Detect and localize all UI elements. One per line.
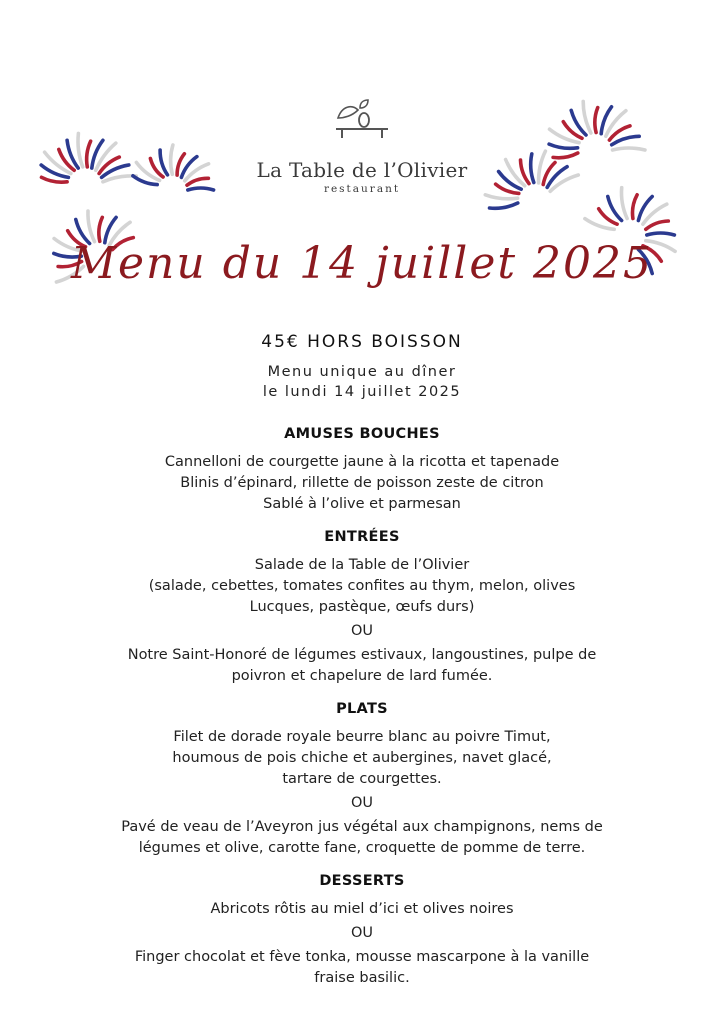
or-separator: OU bbox=[350, 795, 374, 811]
firework-burst-icon bbox=[549, 101, 645, 157]
menu-item: Finger chocolat et fève tonka, mousse mascarpone à la vanille bbox=[134, 949, 590, 965]
menu-item: Notre Saint-Honoré de légumes estivaux, langoustines, pulpe de bbox=[127, 647, 597, 663]
or-separator: OU bbox=[350, 623, 374, 639]
menu-item: Abricots rôtis au miel d’ici et olives noires bbox=[210, 901, 514, 917]
firework-ray bbox=[632, 195, 637, 219]
olive-table-logo-icon bbox=[330, 98, 394, 146]
section-title-amuses: AMUSES BOUCHES bbox=[284, 426, 440, 442]
menu-item: houmous de pois chiche et aubergines, navet glacé, bbox=[172, 750, 552, 766]
menu-item: tartare de courgettes. bbox=[282, 771, 442, 787]
firework-ray bbox=[485, 195, 517, 199]
menu-item: Blinis d’épinard, rillette de poisson zeste de citron bbox=[180, 475, 544, 491]
menu-item: Filet de dorade royale beurre blanc au poivre Timut, bbox=[173, 729, 551, 745]
section-title-desserts: DESSERTS bbox=[319, 873, 405, 889]
menu-item: Pavé de veau de l’Aveyron jus végétal aux champignons, nems de bbox=[121, 819, 603, 835]
firework-ray bbox=[549, 144, 578, 148]
firework-ray bbox=[595, 108, 598, 133]
menu-item: légumes et olive, carotte fane, croquette de pomme de terre. bbox=[138, 840, 586, 856]
firework-ray bbox=[646, 221, 669, 229]
restaurant-name: La Table de l’Olivier bbox=[256, 158, 468, 182]
menu-item: (salade, cebettes, tomates confites au thym, melon, olives bbox=[148, 578, 576, 594]
firework-ray bbox=[88, 211, 95, 242]
firework-ray bbox=[608, 197, 622, 221]
menu-item: Lucques, pastèque, œufs durs) bbox=[249, 599, 475, 615]
intro-line: le lundi 14 juillet 2025 bbox=[262, 384, 462, 400]
menu-item: Salade de la Table de l’Olivier bbox=[254, 557, 470, 573]
firework-ray bbox=[583, 101, 591, 133]
section-title-plats: PLATS bbox=[336, 701, 388, 717]
firework-ray bbox=[613, 148, 646, 150]
menu-item: poivron et chapelure de lard fumée. bbox=[231, 668, 493, 684]
intro-line: Menu unique au dîner bbox=[267, 364, 457, 380]
firework-ray bbox=[490, 203, 518, 208]
menu-item: Cannelloni de courgette jaune à la ricotta et tapenade bbox=[164, 454, 560, 470]
menu-body bbox=[90, 424, 634, 989]
or-separator: OU bbox=[350, 925, 374, 941]
menu-headline: Menu du 14 juillet 2025 bbox=[70, 238, 654, 289]
restaurant-subtitle: restaurant bbox=[323, 183, 401, 195]
section-title-entrees: ENTRÉES bbox=[324, 529, 400, 545]
firework-ray bbox=[612, 136, 640, 145]
menu-item: fraise basilic. bbox=[314, 970, 410, 986]
menu-price: 45€ HORS BOISSON bbox=[261, 332, 463, 352]
firework-ray bbox=[647, 233, 675, 235]
menu-item: Sablé à l’olive et parmesan bbox=[263, 496, 461, 512]
menu-intro bbox=[0, 362, 724, 402]
